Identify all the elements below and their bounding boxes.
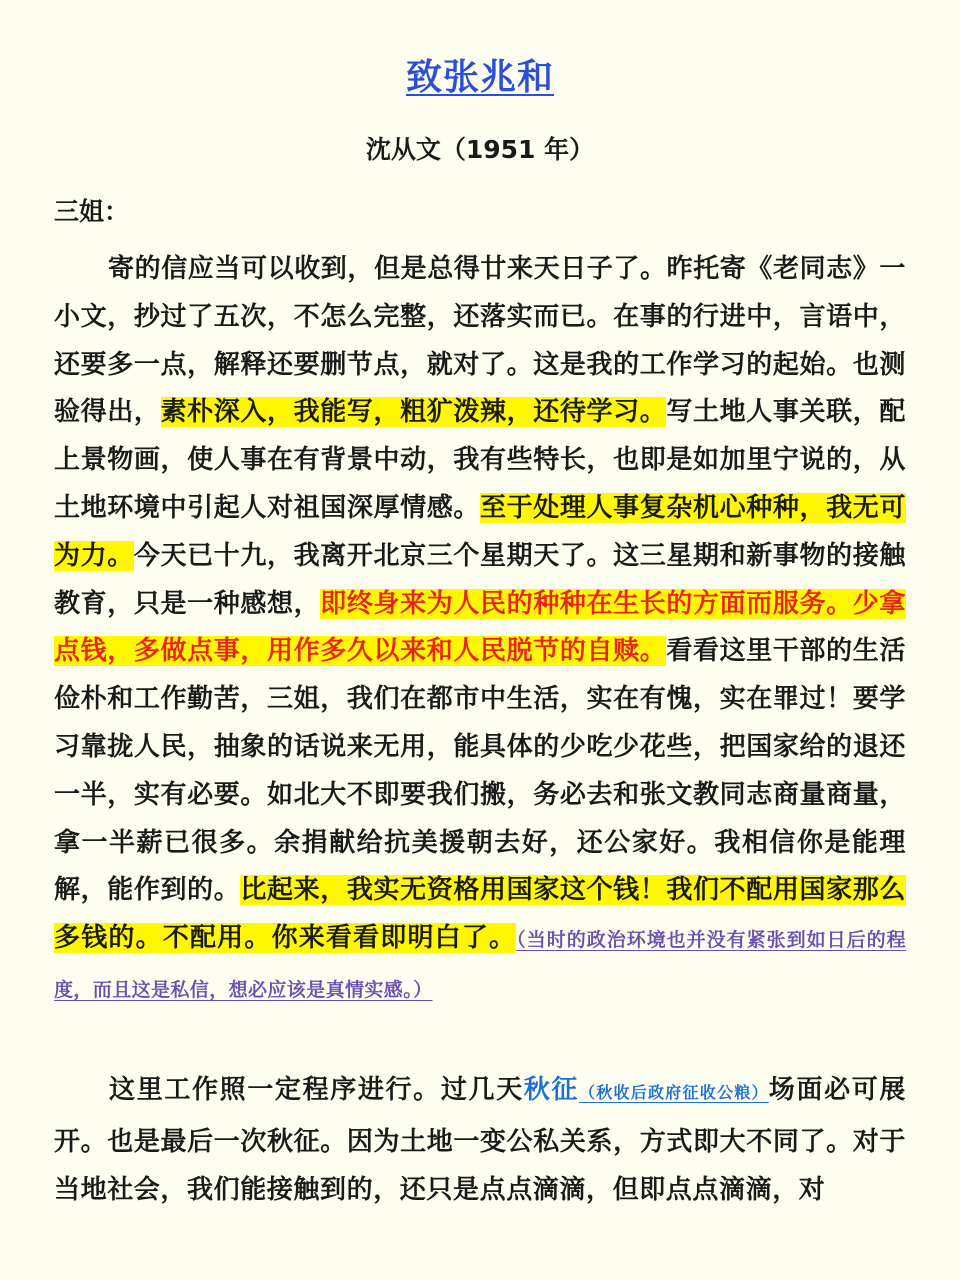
paragraph-1 <box>54 246 906 1015</box>
salutation: 三姐： <box>54 197 130 226</box>
p1-highlight-3: 比起来，我实无资格用国家这个钱！我们不配用国家那么多钱的。不配用。你来看看即明白了。 <box>54 875 906 954</box>
editor-note: （当时的政治环境也并没有紧张到如日后的程度，而且这是私信，想必应该是真情实感。） <box>54 929 906 1001</box>
p2-text-2: 场面必可展开。也是最后一次秋征。因为土地一变公私关系，方式即大不同了。对于当地社会，我们能接触到的，还只是点点滴滴，但即点点滴滴，对 <box>54 1075 906 1205</box>
p1-text-2: 写土地人事关联，配上景物画，使人事在有背景中动，我有些特长，也即是如加里宁说的，从土地环境中引起人对祖国深厚情感。 <box>54 397 907 523</box>
document-title: 致张兆和 <box>405 57 554 98</box>
p1-highlight-2: 至于处理人事复杂机心种种，我无可为力。 <box>54 492 906 571</box>
term-annotation: （秋收后政府征收公粮） <box>579 1083 769 1102</box>
p1-text-4: 看看这里干部的生活俭朴和工作勤苦，三姐，我们在都市中生活，实在有愧，实在罪过！要学习靠拢人民，抽象的话说来无用，能具体的少吃少花些，把国家给的退还一半，实有必要。如北大不即要我们搬，务必去和张文教同志商量商量，拿一半薪已很多。余捐献给抗美援朝去好，还公家好。我相信你是能理解，能作到的。 <box>54 636 906 906</box>
p1-highlight-red: 即终身来为人民的种种在生长的方面而服务。少拿点钱，多做点事，用作多久以来和人民脱节的自赎。 <box>54 588 906 667</box>
p2-text-1: 这里工作照一定程序进行。过几天 <box>108 1075 524 1105</box>
author-line: 沈从文（1951 年） <box>365 135 595 164</box>
paragraph-2 <box>54 1066 906 1215</box>
p1-text-3: 今天已十九，我离开北京三个星期天了。这三星期和新事物的接触教育，只是一种感想， <box>54 540 906 619</box>
term-qiuzheng: 秋征 <box>523 1075 580 1105</box>
p1-highlight-1: 素朴深入，我能写，粗犷泼辣，还待学习。 <box>160 397 667 428</box>
p1-text-1: 寄的信应当可以收到，但是总得廿来天日子了。昨托寄《老同志》一小文，抄过了五次，不怎么完整，还落实而已。在事的行进中，言语中，还要多一点，解释还要删节点，就对了。这是我的工作学习的起始。也测验得出， <box>54 254 907 428</box>
